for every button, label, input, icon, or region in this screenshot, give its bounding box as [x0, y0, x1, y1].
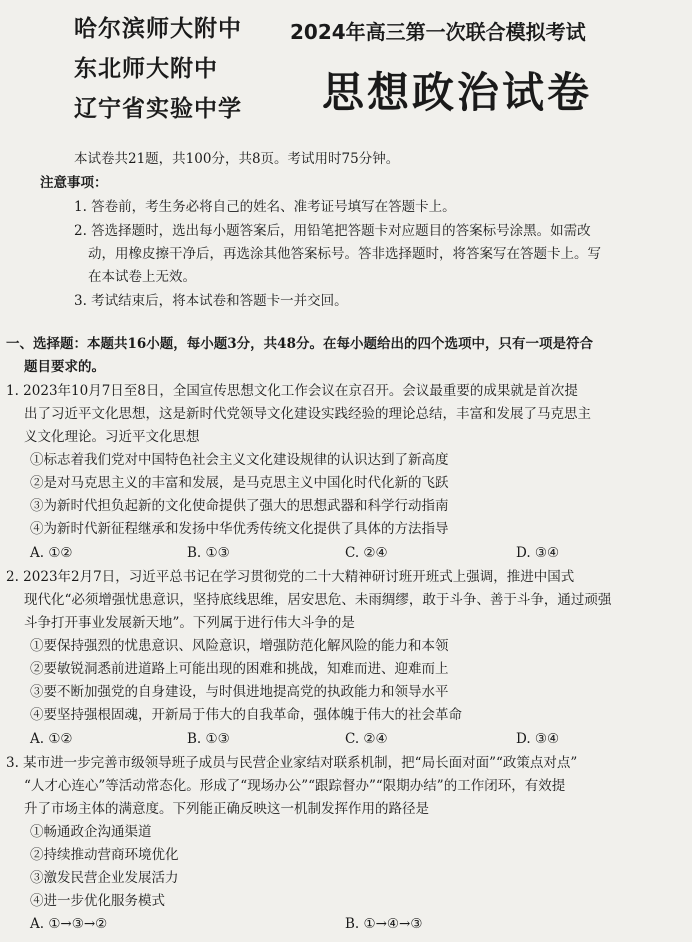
q3-option-a: A. ①→③→② — [30, 916, 108, 932]
q1-stem-line-1: 1. 2023年10月7日至8日，全国宣传思想文化工作会议在京召开。会议最重要的成果就是首次提 — [6, 383, 578, 399]
notes-heading: 注意事项： — [40, 175, 108, 191]
q3-stem-line-3: 升了市场主体的满意度。下列能正确反映这一机制发挥作用的路径是 — [24, 801, 429, 817]
q2-item-4: ④要坚持强根固魂，开新局于伟大的自我革命，强体魄于伟大的社会革命 — [30, 707, 462, 723]
q2-item-3: ③要不断加强党的自身建设，与时俱进地提高党的执政能力和领导水平 — [30, 684, 449, 700]
school-name-1: 哈尔滨师大附中 — [74, 16, 242, 42]
q2-stem-line-2: 现代化“必须增强忧患意识，坚持底线思维，居安思危、未雨绸缪，敢于斗争、善于斗争，通过顽强 — [24, 592, 612, 608]
q2-option-d: D. ③④ — [516, 731, 560, 747]
q1-option-b: B. ①③ — [187, 545, 230, 561]
q3-item-4: ④进一步优化服务模式 — [30, 893, 165, 909]
q1-item-1: ①标志着我们党对中国特色社会主义文化建设规律的认识达到了新高度 — [30, 452, 449, 468]
q1-item-3: ③为新时代担负起新的文化使命提供了强大的思想武器和科学行动指南 — [30, 498, 449, 514]
q2-stem-line-1: 2. 2023年2月7日，习近平总书记在学习贯彻党的二十大精神研讨班开班式上强调，推进中国式 — [6, 569, 575, 585]
exam-title: 2024年高三第一次联合模拟考试 — [290, 20, 586, 44]
section-heading-line-1: 一、选择题：本题共16小题，每小题3分，共48分。在每小题给出的四个选项中，只有一项是符合 — [6, 336, 593, 352]
q2-option-a: A. ①② — [30, 731, 73, 747]
school-name-2: 东北师大附中 — [74, 56, 218, 82]
note-2-line-1: 2. 答选择题时，选出每小题答案后，用铅笔把答题卡对应题目的答案标号涂黑。如需改 — [74, 223, 591, 239]
q3-stem-line-2: “人才心连心”等活动常态化。形成了“现场办公”“跟踪督办”“限期办结”的工作闭环，有效提 — [24, 778, 566, 794]
q1-option-a: A. ①② — [30, 545, 73, 561]
q3-item-3: ③激发民营企业发展活力 — [30, 870, 179, 886]
q3-item-2: ②持续推动营商环境优化 — [30, 847, 179, 863]
note-1: 1. 答卷前，考生务必将自己的姓名、准考证号填写在答题卡上。 — [74, 199, 456, 215]
q3-stem-line-1: 3. 某市进一步完善市级领导班子成员与民营企业家结对联系机制，把“局长面对面”“政策点对点” — [6, 755, 578, 771]
note-3: 3. 考试结束后，将本试卷和答题卡一并交回。 — [74, 293, 348, 309]
q1-item-4: ④为新时代新征程继承和发扬中华优秀传统文化提供了具体的方法指导 — [30, 521, 449, 537]
q1-option-c: C. ②④ — [345, 545, 388, 561]
q3-item-1: ①畅通政企沟通渠道 — [30, 824, 152, 840]
q2-stem-line-3: 斗争打开事业发展新天地”。下列属于进行伟大斗争的是 — [24, 615, 355, 631]
q2-option-c: C. ②④ — [345, 731, 388, 747]
school-name-3: 辽宁省实验中学 — [74, 96, 242, 122]
q1-item-2: ②是对马克思主义的丰富和发展，是马克思主义中国化时代化新的飞跃 — [30, 475, 449, 491]
q2-option-b: B. ①③ — [187, 731, 230, 747]
note-2-line-3: 在本试卷上无效。 — [88, 269, 196, 285]
q1-stem-line-3: 义文化理论。习近平文化思想 — [24, 429, 200, 445]
section-heading-line-2: 题目要求的。 — [24, 359, 105, 375]
q1-stem-line-2: 出了习近平文化思想，这是新时代党领导文化建设实践经验的理论总结，丰富和发展了马克思主 — [24, 406, 591, 422]
q2-item-1: ①要保持强烈的忧患意识、风险意识，增强防范化解风险的能力和本领 — [30, 638, 449, 654]
q1-option-d: D. ③④ — [516, 545, 560, 561]
exam-intro: 本试卷共21题，共100分，共8页。考试用时75分钟。 — [74, 151, 400, 167]
note-2-line-2: 动，用橡皮擦干净后，再选涂其他答案标号。答非选择题时，将答案写在答题卡上。写 — [88, 246, 601, 262]
q2-item-2: ②要敏锐洞悉前进道路上可能出现的困难和挑战，知难而进、迎难而上 — [30, 661, 449, 677]
q3-option-b: B. ①→④→③ — [345, 916, 423, 932]
paper-title: 思想政治试卷 — [322, 68, 593, 117]
